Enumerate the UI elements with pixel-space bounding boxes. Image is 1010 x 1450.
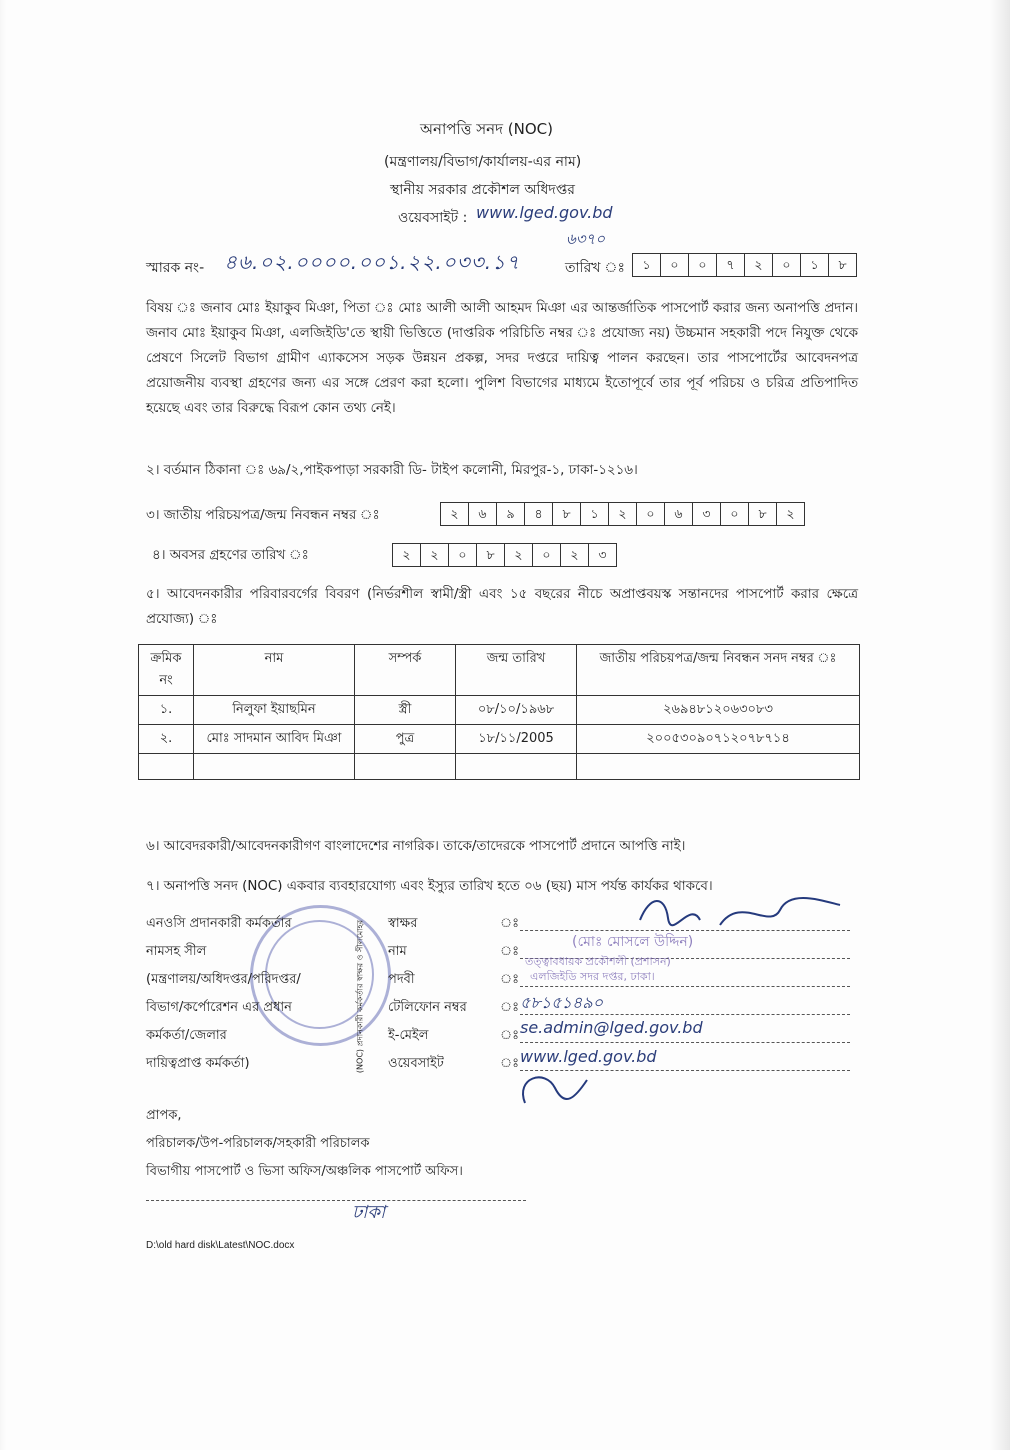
col-nid: জাতীয় পরিচয়পত্র/জন্ম নিবন্ধন সনদ নম্বর ঃ — [577, 645, 860, 696]
address-line: ২। বর্তমান ঠিকানা ঃ ৬৯/২,পাইকপাড়া সরকারী ডি- টাইপ কলোনী, মিরপুর-১, ঢাকা-১২১৬। — [146, 463, 638, 478]
nid-boxes — [440, 502, 805, 526]
stamp-name: (মোঃ মোসলে উদ্দিন) — [572, 934, 694, 950]
cell-empty — [355, 754, 456, 780]
nid-digit: ৮ — [749, 503, 777, 525]
cell-empty — [194, 754, 355, 780]
cell-serial: ১. — [139, 696, 194, 725]
nid-label: ৩। জাতীয় পরিচয়পত্র/জন্ম নিবন্ধন নম্বর ঃ — [146, 508, 380, 523]
date-digit: ১ — [633, 254, 661, 276]
validity-clause: ৭। অনাপত্তি সনদ (NOC) একবার ব্যবহারযোগ্য এবং ইস্যুর তারিখ হতে ০৬ (ছয়) মাস পর্যন্ত কার্যকর থাকবে। — [146, 879, 713, 894]
recipient-line-1: পরিচালক/উপ-পরিচালক/সহকারী পরিচালক — [146, 1136, 370, 1151]
document-title: অনাপত্তি সনদ (NOC) — [420, 120, 553, 138]
phone-value: ৫৮১৫১৪৯০ — [520, 993, 604, 1012]
email-value: se.admin@lged.gov.bd — [520, 1018, 703, 1037]
date-digit: ৭ — [717, 254, 745, 276]
nid-digit: ০ — [637, 503, 665, 525]
date-digit: ১ — [801, 254, 829, 276]
subject-paragraph: বিষয় ঃ জনাব মোঃ ইয়াকুব মিঞা, পিতা ঃ মোঃ আলী আলী আহমদ মিঞা এর আন্তর্জাতিক পাসপোর্ট করার জন্য অনাপত্তি প্রদান। জনাব মোঃ ইয়াকুব মিঞা, এলজিইডি'তে স্থায়ী ভিত্তিতে (দাপ্তরিক পরিচিতি নম্বর ঃ প্রযোজ্য নয়) উচ্চমান সহকারী পদে নিযুক্ত থেকে প্রেষণে সিলেট বিভাগ গ্রামীণ এ্যাকসেস সড়ক উন্নয়ন প্রকল্প, সদর দপ্তরে দায়িত্ব পালন করছেন। তার পাসপোর্টের আবেদনপত্র প্রয়োজনীয় ব্যবস্থা গ্রহণের জন্য এর সঙ্গে প্রেরণ করা হলো। পুলিশ বিভাগের মাধ্যমে ইতোপূর্বে তার পূর্ব পরিচয় ও চরিত্র প্রতিপাদিত হয়েছে এবং তার বিরুদ্ধে বিরূপ কোন তথ্য নেই। — [146, 301, 858, 416]
initials-scribble — [515, 1068, 595, 1113]
table-header-row — [139, 645, 860, 696]
dotted-line — [520, 1042, 850, 1043]
retirement-digit: ০ — [449, 544, 477, 566]
stamp-designation: তত্ত্বাবধায়ক প্রকৌশলী (প্রশাসন) — [525, 955, 671, 968]
table-row — [139, 725, 860, 754]
cell-empty — [577, 754, 860, 780]
colon: ঃ — [500, 1028, 520, 1043]
date-boxes — [632, 253, 857, 277]
signatory-line-6: দায়িত্বপ্রাপ্ত কর্মকর্তা) — [146, 1056, 250, 1071]
memo-number: ৪৬.০২.০০০০.০০১.২২.০৩৩.১৭ — [224, 250, 521, 274]
recipient-to: প্রাপক, — [146, 1108, 182, 1123]
nid-digit: ২ — [786, 506, 795, 521]
citizen-clause: ৬। আবেদরকারী/আবেদনকারীগণ বাংলাদেশের নাগরিক। তাকে/তাদেরকে পাসপোর্ট প্রদানে আপত্তি নাই। — [146, 839, 686, 854]
nid-digit: ৮ — [553, 503, 581, 525]
col-name: নাম — [194, 645, 355, 696]
nid-digit: ৬ — [469, 503, 497, 525]
recipient-city: ঢাকা — [352, 1202, 386, 1223]
recipient-dotted-line — [146, 1200, 526, 1201]
table-row-empty — [139, 754, 860, 780]
table-row — [139, 696, 860, 725]
cell-empty — [139, 754, 194, 780]
website-value: www.lged.gov.bd — [520, 1047, 657, 1066]
col-relation: সম্পর্ক — [355, 645, 456, 696]
nid-digit: ৬ — [665, 503, 693, 525]
cell-birthdate: ০৮/১০/১৯৬৮ — [456, 696, 577, 725]
field-label-email: ই-মেইল — [388, 1028, 429, 1043]
field-label-name: নাম — [388, 944, 407, 959]
cell-name: মোঃ সাদমান আবিদ মিঞা — [194, 725, 355, 754]
date-digit: ০ — [661, 254, 689, 276]
nid-digit: ২ — [441, 503, 469, 525]
cell-name: নিলুফা ইয়াছমিন — [194, 696, 355, 725]
memo-label: স্মারক নং- — [146, 260, 205, 276]
colon: ঃ — [500, 944, 520, 959]
family-table — [138, 644, 860, 780]
cell-relation: স্ত্রী — [355, 696, 456, 725]
retirement-boxes — [392, 543, 617, 567]
signatory-line-2: নামসহ সীল — [146, 944, 207, 959]
col-serial: ক্রমিক নং — [139, 645, 194, 696]
colon: ঃ — [500, 972, 520, 987]
retirement-digit: ২ — [561, 544, 589, 566]
nid-digit: ১ — [581, 503, 609, 525]
field-label-designation: পদবী — [388, 972, 415, 987]
memo-suffix: ৬৩৭০ — [566, 230, 606, 248]
vertical-note: (NOC) প্রদানকারী কর্মকর্তার স্বাক্ষর ও সীলমোহর — [355, 919, 365, 1074]
date-digit: ৮ — [838, 257, 847, 272]
cell-empty — [456, 754, 577, 780]
family-heading: ৫। আবেদনকারীর পরিবারবর্গের বিবরণ (নির্ভরশীল স্বামী/স্ত্রী এবং ১৫ বছরের নীচে অপ্রাপ্তবয়স্ক সন্তানদের পাসপোর্ট করার ক্ষেত্রে প্রযোজ্য) ঃ — [146, 587, 858, 627]
nid-digit: ০ — [721, 503, 749, 525]
retirement-digit: ০ — [533, 544, 561, 566]
recipient-line-2: বিভাগীয় পাসপোর্ট ও ভিসা অফিস/অঞ্চলিক পাসপোর্ট অফিস। — [146, 1164, 463, 1179]
cell-birthdate: ১৮/১১/2005 — [456, 725, 577, 754]
file-path: D:\old hard disk\Latest\NOC.docx — [146, 1240, 295, 1251]
website-label: ওয়েবসাইট : — [398, 210, 468, 226]
nid-digit: ৩ — [693, 503, 721, 525]
date-label: তারিখ ঃ — [565, 260, 625, 276]
colon: ঃ — [500, 1056, 520, 1071]
field-label-website: ওয়েবসাইট — [388, 1056, 444, 1071]
retirement-digit: ৩ — [598, 547, 607, 562]
colon: ঃ — [500, 1000, 520, 1015]
signatory-line-5: কর্মকর্তা/জেলার — [146, 1028, 227, 1043]
field-label-phone: টেলিফোন নম্বর — [388, 1000, 467, 1015]
cell-serial: ২. — [139, 725, 194, 754]
stamp-office: এলজিইডি সদর দপ্তর, ঢাকা। — [530, 970, 655, 983]
nid-digit: ২ — [609, 503, 637, 525]
retirement-digit: ৮ — [477, 544, 505, 566]
department-line: স্থানীয় সরকার প্রকৌশল অধিদপ্তর — [390, 182, 575, 198]
cell-nid: ২৬৯৪৮১২০৬৩০৮৩ — [577, 696, 860, 725]
field-label-signature: স্বাক্ষর — [388, 916, 418, 931]
nid-digit: ৯ — [497, 503, 525, 525]
signatory-line-1: এনওসি প্রদানকারী কর্মকর্তার — [146, 916, 292, 931]
date-digit: ০ — [773, 254, 801, 276]
date-digit: ২ — [745, 254, 773, 276]
nid-digit: ৪ — [525, 503, 553, 525]
retirement-label: ৪। অবসর গ্রহণের তারিখ ঃ — [152, 548, 309, 563]
ministry-line: (মন্ত্রণালয়/বিভাগ/কার্যালয়-এর নাম) — [384, 154, 582, 170]
retirement-digit: ২ — [393, 544, 421, 566]
signatory-line-3: (মন্ত্রণালয়/অধিদপ্তর/পরিদপ্তর/ — [146, 972, 301, 987]
signatory-line-4: বিভাগ/কর্পোরেশন এর প্রধান — [146, 1000, 292, 1015]
date-digit: ০ — [689, 254, 717, 276]
cell-nid: ২০০৫৩০৯০৭১২০৭৮৭১৪ — [577, 725, 860, 754]
cell-relation: পুত্র — [355, 725, 456, 754]
website-handwritten: www.lged.gov.bd — [476, 203, 613, 222]
retirement-digit: ২ — [421, 544, 449, 566]
col-birthdate: জন্ম তারিখ — [456, 645, 577, 696]
colon: ঃ — [500, 916, 520, 931]
retirement-digit: ২ — [505, 544, 533, 566]
